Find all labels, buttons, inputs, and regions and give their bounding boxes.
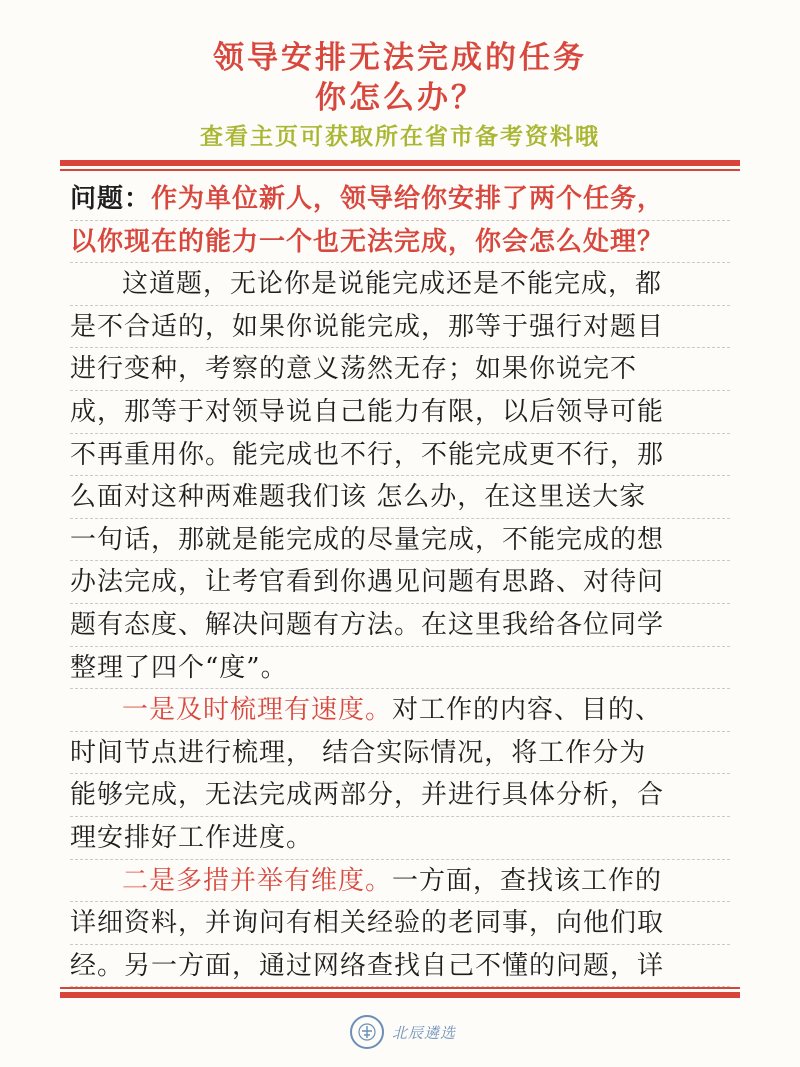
brand-logo [350,1012,456,1052]
question-text-1: 作为单位新人，领导给你安排了两个任务， [151,184,665,214]
title-line-1: 领导安排无法完成的任务 [213,40,587,76]
paragraph-line: 理安排好工作进度。 [70,817,730,860]
subtitle: 查看主页可获取所在省市备考资料哦 [200,124,600,150]
paragraph-line: 一句话，那就是能完成的尽量完成，不能完成的想 [70,519,730,562]
paragraph-line: 这道题，无论你是说能完成还是不能完成，都 [70,263,730,306]
paragraph-line: 进行变种，考察的意义荡然无存；如果你说完不 [70,348,730,391]
paragraph-line: 么面对这种两难题我们该 怎么办，在这里送大家 [70,476,730,519]
point-2-heading: 二是多措并举有维度。 [122,865,393,896]
title-line-2: 你怎么办？ [315,80,485,116]
paragraph-line: 能够完成，无法完成两部分，并进行具体分析，合 [70,774,730,817]
paragraph-line: 经。另一方面，通过网络查找自己不懂的问题，详 [70,945,730,988]
paragraph-line: 办法完成，让考官看到你遇见问题有思路、对待问 [70,561,730,604]
point-1-line-1 [70,689,730,732]
point-2-line-1 [70,860,730,903]
point-1-text: 对工作的内容、目的、 [392,695,663,726]
seal-icon [350,1015,384,1049]
point-2-text: 一方面，查找该工作的 [392,865,663,896]
bottom-divider [60,987,740,998]
question-label: 问题： [70,184,152,214]
question-line-1 [70,178,730,221]
top-divider [60,160,740,171]
article-body [70,178,730,987]
point-1-heading: 一是及时梳理有速度。 [122,695,393,726]
page-header [0,38,800,152]
paragraph-line: 时间节点进行梳理， 结合实际情况，将工作分为 [70,732,730,775]
paragraph-line: 题有态度、解决问题有方法。在这里我给各位同学 [70,604,730,647]
paragraph-line: 整理了四个“度”。 [70,647,730,690]
paragraph-line: 详细资料，并询问有相关经验的老同事，向他们取 [70,902,730,945]
paragraph-line: 不再重用你。能完成也不行，不能完成更不行，那 [70,434,730,477]
brand-name: 北辰遴选 [392,1023,457,1042]
paragraph-line: 是不合适的，如果你说能完成，那等于强行对题目 [70,306,730,349]
question-line-2: 以你现在的能力一个也无法完成，你会怎么处理？ [70,221,730,264]
paragraph-line: 成，那等于对领导说自己能力有限，以后领导可能 [70,391,730,434]
